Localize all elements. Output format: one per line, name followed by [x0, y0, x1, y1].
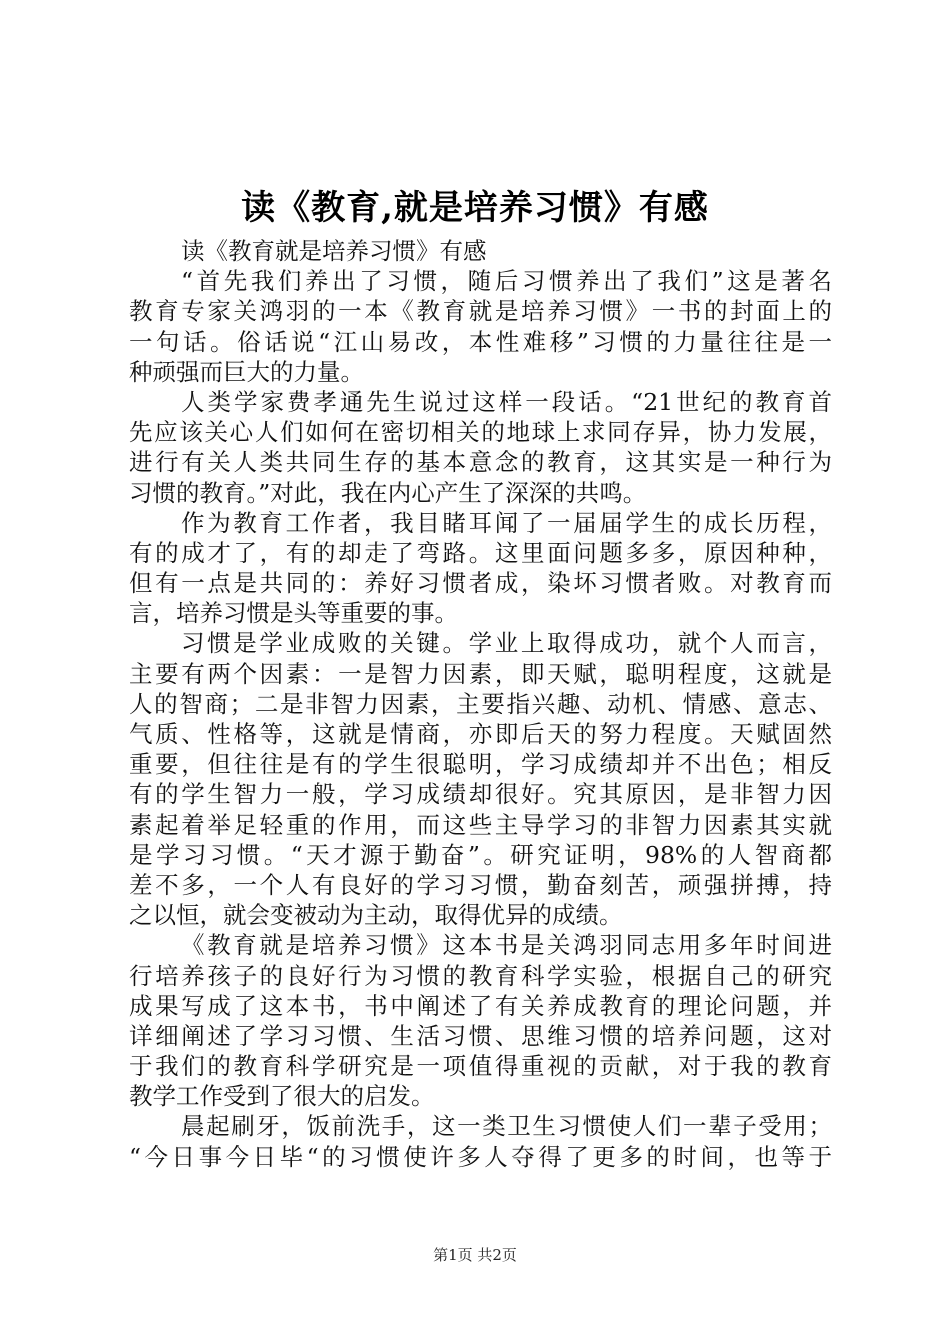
text-line: 气质、性格等，这就是情商，亦即后天的努力程度。天赋固然 — [129, 720, 832, 748]
text-line: 习惯是学业成败的关键。学业上取得成功，就个人而言， — [181, 629, 832, 658]
text-line: 是学习习惯。“天才源于勤奋”。研究证明，98%的人智商都 — [129, 840, 832, 869]
text-line: 素起着举足轻重的作用，而这些主导学习的非智力因素其实就 — [129, 810, 832, 839]
page-footer: 第1页 共2页 — [433, 1246, 517, 1264]
text-line: 进行有关人类共同生存的基本意念的教育，这其实是一种行为 — [129, 448, 832, 477]
text-line: 一句话。俗话说“江山易改，本性难移”习惯的力量往往是一 — [129, 327, 832, 356]
text-line: “首先我们养出了习惯，随后习惯养出了我们”这是著名 — [181, 267, 832, 296]
text-line: 人的智商；二是非智力因素，主要指兴趣、动机、情感、意志、 — [129, 689, 832, 718]
text-line: 作为教育工作者，我目睹耳闻了一届届学生的成长历程， — [181, 508, 832, 537]
text-line: “今日事今日毕“的习惯使许多人夺得了更多的时间，也等于 — [129, 1142, 832, 1171]
text-line: 详细阐述了学习习惯、生活习惯、思维习惯的培养问题，这对 — [129, 1021, 832, 1050]
text-line: 有的学生智力一般，学习成绩却很好。究其原因，是非智力因 — [129, 780, 832, 809]
text-line: 言，培养习惯是头等重要的事。 — [129, 599, 458, 628]
text-line: 读《教育就是培养习惯》有感 — [181, 237, 487, 265]
text-line: 《教育就是培养习惯》这本书是关鸿羽同志用多年时间进 — [181, 931, 832, 960]
text-line: 成果写成了这本书，书中阐述了有关养成教育的理论问题，并 — [129, 991, 832, 1020]
text-line: 行培养孩子的良好行为习惯的教育科学实验，根据自己的研究 — [129, 961, 832, 990]
text-line: 种顽强而巨大的力量。 — [129, 357, 364, 386]
text-line: 教育专家关鸿羽的一本《教育就是培养习惯》一书的封面上的 — [129, 297, 832, 326]
text-line: 主要有两个因素：一是智力因素，即天赋，聪明程度，这就是 — [129, 659, 832, 688]
text-line: 差不多，一个人有良好的学习习惯，勤奋刻苦，顽强拼搏，持 — [129, 870, 832, 899]
text-line: 习惯的教育。”对此，我在内心产生了深深的共鸣。 — [129, 478, 647, 507]
text-line: 之以恒，就会变被动为主动，取得优异的成绩。 — [129, 901, 623, 930]
document-title: 读《教育,就是培养习惯》有感 — [241, 188, 709, 228]
text-line: 于我们的教育科学研究是一项值得重视的贡献，对于我的教育 — [129, 1052, 832, 1081]
text-line: 有的成才了，有的却走了弯路。这里面问题多多，原因种种， — [129, 538, 832, 567]
document-body — [129, 236, 832, 1172]
text-line: 重要，但往往是有的学生很聪明，学习成绩却并不出色；相反 — [129, 750, 832, 779]
text-line: 先应该关心人们如何在密切相关的地球上求同存异，协力发展， — [129, 418, 832, 447]
text-line: 教学工作受到了很大的启发。 — [129, 1082, 435, 1111]
text-line: 但有一点是共同的：养好习惯者成，染坏习惯者败。对教育而 — [129, 569, 832, 598]
text-line: 晨起刷牙，饭前洗手，这一类卫生习惯使人们一辈子受用； — [181, 1112, 832, 1141]
text-line: 人类学家费孝通先生说过这样一段话。“21世纪的教育首 — [181, 387, 832, 416]
